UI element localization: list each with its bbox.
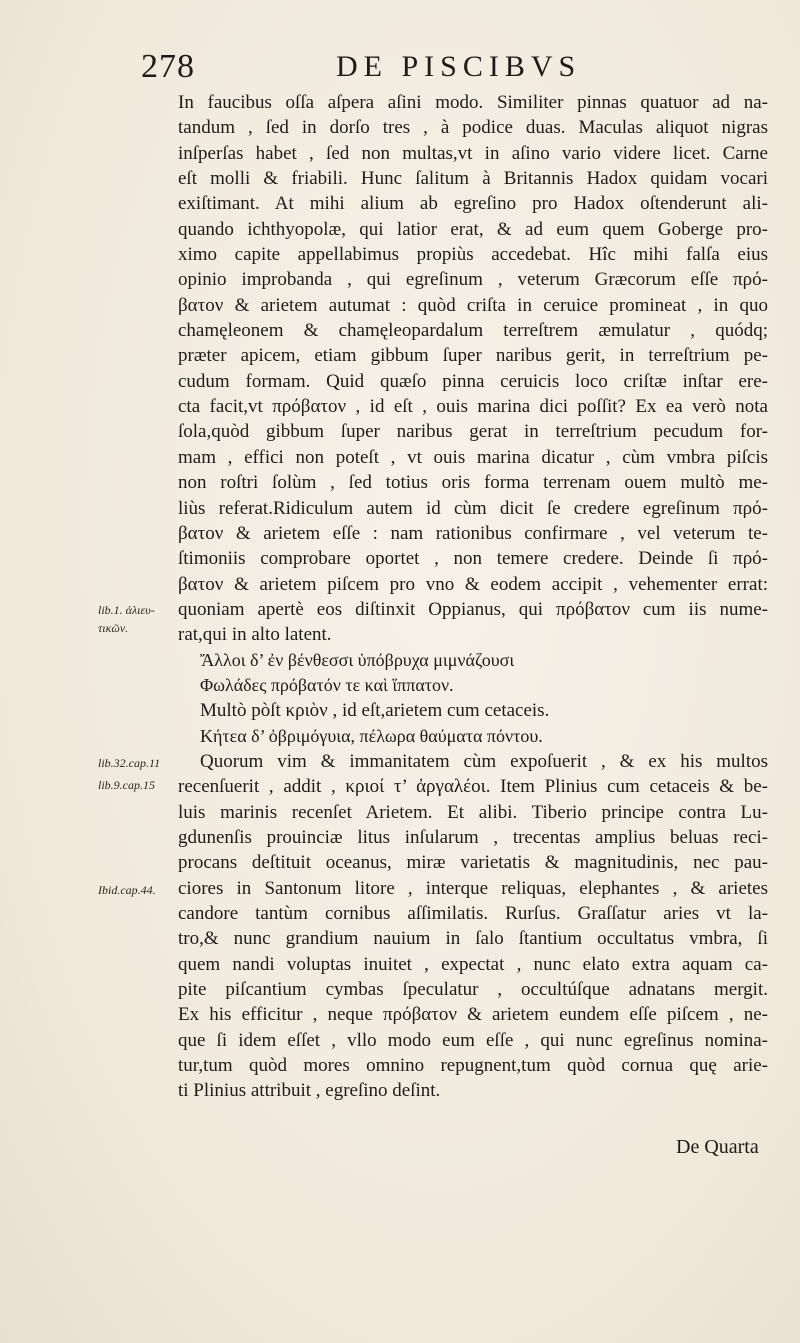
text-line: opinio improbanda , qui egreſinum , veterum Græcorum eſſe πρό- [178, 269, 768, 291]
margin-note: τικῶν. [98, 621, 129, 635]
text-line: tro,& nunc grandium nauium in ſalo ſtantium occultatus vmbra, ſi [178, 928, 768, 950]
text-line: chamęleonem & chamęleopardalum terreſtrem æmulatur , quódq; [178, 320, 768, 342]
text-line: quem nandi voluptas inuitet , expectat , nunc elato extra aquam ca- [178, 953, 768, 975]
text-line: candore tantùm cornibus aſſimilatis. Rurſus. Graſſatur aries vt la- [178, 903, 768, 924]
margin-note: lib.32.cap.11 [98, 756, 161, 770]
text-line: Ex his efficitur , neque πρόβατον & arietem eundem eſſe piſcem , ne- [178, 1004, 768, 1026]
margin-note: lib.9.cap.15 [98, 778, 155, 792]
text-line: βατον & arietem autumat : quòd criſta in ceruice promineat , in quo [178, 294, 768, 316]
page-number: 278 [141, 48, 195, 85]
margin-note: Ibid.cap.44. [98, 883, 156, 897]
text-line: Multò pòſt κριὸν , id eſt,arietem cum cetaceis. [200, 700, 550, 722]
text-line: ximo capite appellabimus propiùs accedebat. Hîc mihi falſa eius [178, 244, 768, 266]
page-header [0, 48, 800, 88]
greek-verse-line: Ἄλλοι δ’ ἐν βένθεσσι ὑπόβρυχα μιμνάζουσι [200, 649, 515, 670]
text-line: luis marinis recenſet Arietem. Et alibi. Tiberio principe contra Lu- [178, 801, 768, 823]
margin-note: lib.1. ἁλιευ- [98, 603, 155, 617]
text-line: liùs referat.Ridiculum autem id cùm dicit ſe credere egreſinum πρό- [178, 497, 768, 519]
text-line: non roſtri ſolùm , ſed totius oris forma terrenam ouem multò me- [178, 472, 768, 494]
text-line: cudum formam. Quid quæſo pinna ceruicis loco criſtæ inſtar ere- [178, 370, 768, 392]
running-title: DE PISCIBVS [336, 50, 582, 83]
text-line: rat,qui in alto latent. [178, 624, 332, 646]
text-line: ſtimoniis comprobare oportet , non temere credere. Deinde ſi πρό- [178, 548, 768, 570]
text-line: βατον & arietem piſcem pro vno & eodem accipit , vehementer errat: [178, 573, 768, 595]
text-line: tandum , ſed in dorſo tres , à podice duas. Maculas aliquot nigras [178, 117, 768, 139]
text-line: ti Plinius attribuit , egreſino deſint. [178, 1080, 441, 1102]
text-line: mam , effici non poteſt , vt ouis marina dicatur , cùm vmbra piſcis [178, 446, 768, 468]
text-line: inſperſas habet , ſed non multas,vt in aſino vario videre licet. Carne [178, 142, 768, 164]
text-line: ciores in Santonum litore , interque reliquas, elephantes , & arietes [178, 877, 768, 899]
text-line: pite piſcantium cymbas ſpeculatur , occultúſque adnatans mergit. [178, 979, 768, 1001]
greek-verse-line: Φωλάδες πρόβατόν τε καὶ ἵππατον. [200, 674, 454, 695]
text-line: præter apicem, etiam gibbum ſuper naribus gerit, in terreſtrium pe- [178, 345, 768, 367]
text-line: exiſtimant. At mihi alium ab egreſino pro Hadox oſtenderunt ali- [178, 193, 768, 215]
text-line: recenſuerit , addit , κριοί τ’ ἀργαλέοι. Item Plinius cum cetaceis & be- [178, 776, 768, 798]
greek-verse-line: Κήτεα δ’ ὀβριμόγυια, πέλωρα θαύματα πόντου. [200, 725, 543, 746]
text-line: gdunenſis prouinciæ litus inſularum , trecentas amplius beluas reci- [178, 826, 768, 848]
text-line: quando ichthyopolæ, qui latior erat, & ad eum quem Goberge pro- [178, 218, 768, 240]
text-line: Quorum vim & immanitatem cùm expoſuerit , & ex his multos [200, 750, 768, 772]
text-line: tur,tum quòd mores omnino repugnent,tum quòd cornua quę arie- [178, 1055, 768, 1077]
text-line: βατον & arietem eſſe : nam rationibus confirmare , vel veterum te- [178, 522, 768, 544]
text-line: quoniam apertè eos diſtinxit Oppianus, qui πρόβατον cum iis nume- [178, 598, 768, 620]
catchword: De Quarta [676, 1136, 759, 1158]
text-line: cta facit,vt πρόβατον , id eſt , ouis marina dici poſſit? Ex ea verò nota [178, 396, 768, 418]
text-line: In faucibus oſſa aſpera aſini modo. Similiter pinnas quatuor ad na- [178, 92, 768, 113]
text-line: eſt molli & friabili. Hunc ſalitum à Britannis Hadox quidam vocari [178, 168, 768, 190]
text-line: ſola,quòd gibbum ſuper naribus gerat in terreſtrium pecudum for- [178, 421, 768, 443]
body-text [178, 90, 768, 1104]
text-line: procans deſtituit oceanus, miræ varietatis & magnitudinis, nec pau- [178, 852, 768, 874]
text-line: que ſi idem eſſet , vllo modo eum eſſe , qui nunc egreſinus nomina- [178, 1029, 768, 1051]
